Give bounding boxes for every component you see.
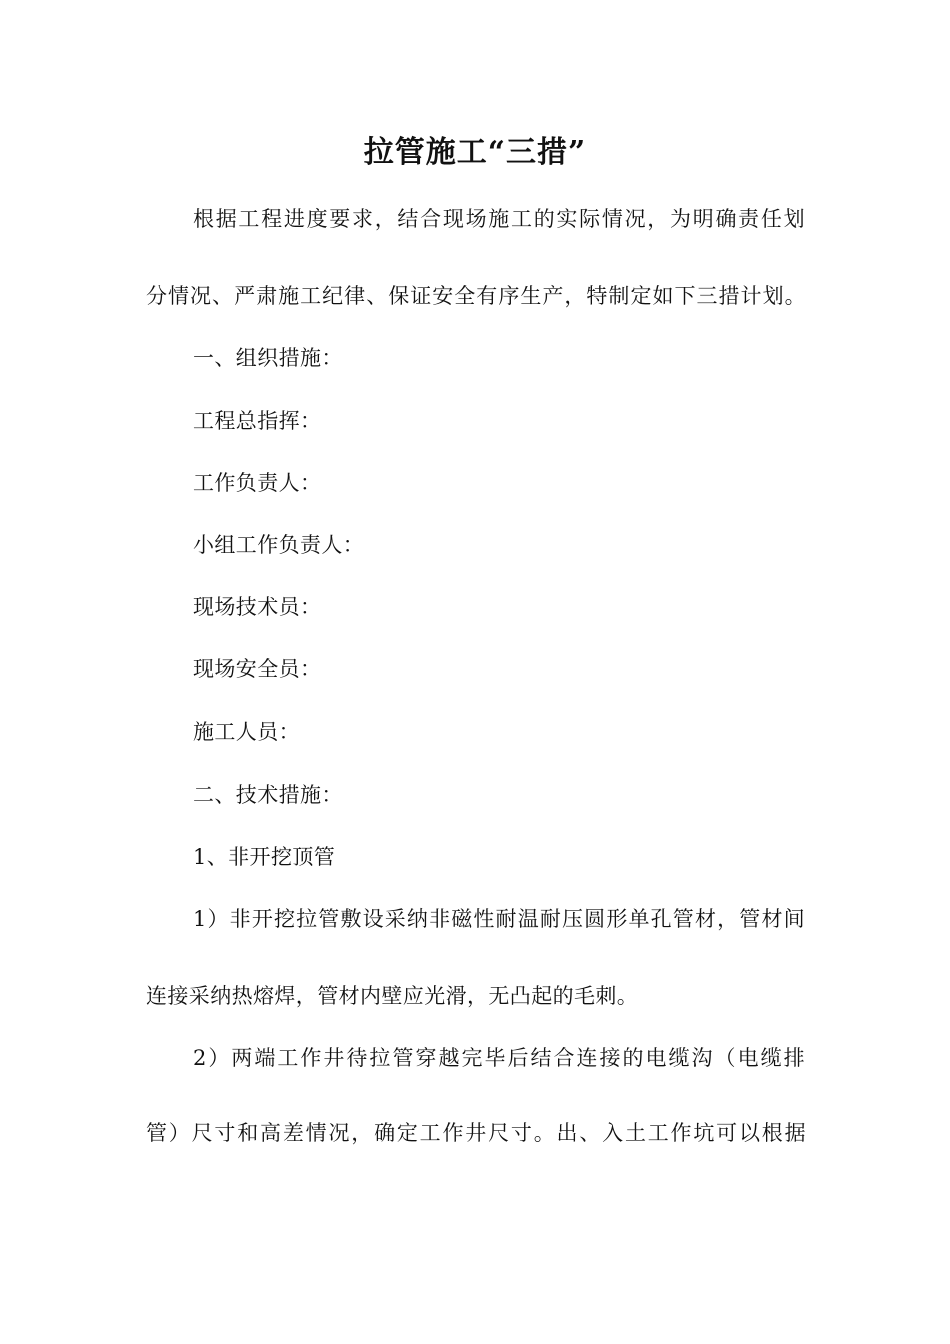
subsection-heading-trenchless: 1、非开挖顶管 (193, 845, 336, 869)
intro-paragraph-line-2: 分情况、严肃施工纪律、保证安全有序生产，特制定如下三措计划。 (146, 284, 806, 308)
item-1-line-1: 1）非开挖拉管敷设采纳非磁性耐温耐压圆形单孔管材，管材间 (193, 907, 805, 931)
section-heading-technical: 二、技术措施： (193, 783, 343, 807)
role-line-workers: 施工人员： (193, 720, 300, 744)
intro-paragraph-line-1: 根据工程进度要求，结合现场施工的实际情况，为明确责任划 (193, 207, 805, 231)
role-line-work-leader: 工作负责人： (193, 471, 322, 495)
document-title: 拉管施工“三措” (363, 135, 587, 170)
role-line-technician: 现场技术员： (193, 595, 322, 619)
item-2-line-1: 2）两端工作井待拉管穿越完毕后结合连接的电缆沟（电缆排 (193, 1046, 805, 1070)
section-heading-organization: 一、组织措施： (193, 346, 343, 370)
item-1-line-2: 连接采纳热熔焊，管材内壁应光滑，无凸起的毛刺。 (146, 984, 639, 1008)
item-2-line-2: 管）尺寸和高差情况，确定工作井尺寸。出、入土工作坑可以根据 (146, 1121, 806, 1145)
role-line-team-leader: 小组工作负责人： (193, 533, 365, 557)
role-line-chief-commander: 工程总指挥： (193, 409, 322, 433)
role-line-safety-officer: 现场安全员： (193, 657, 322, 681)
